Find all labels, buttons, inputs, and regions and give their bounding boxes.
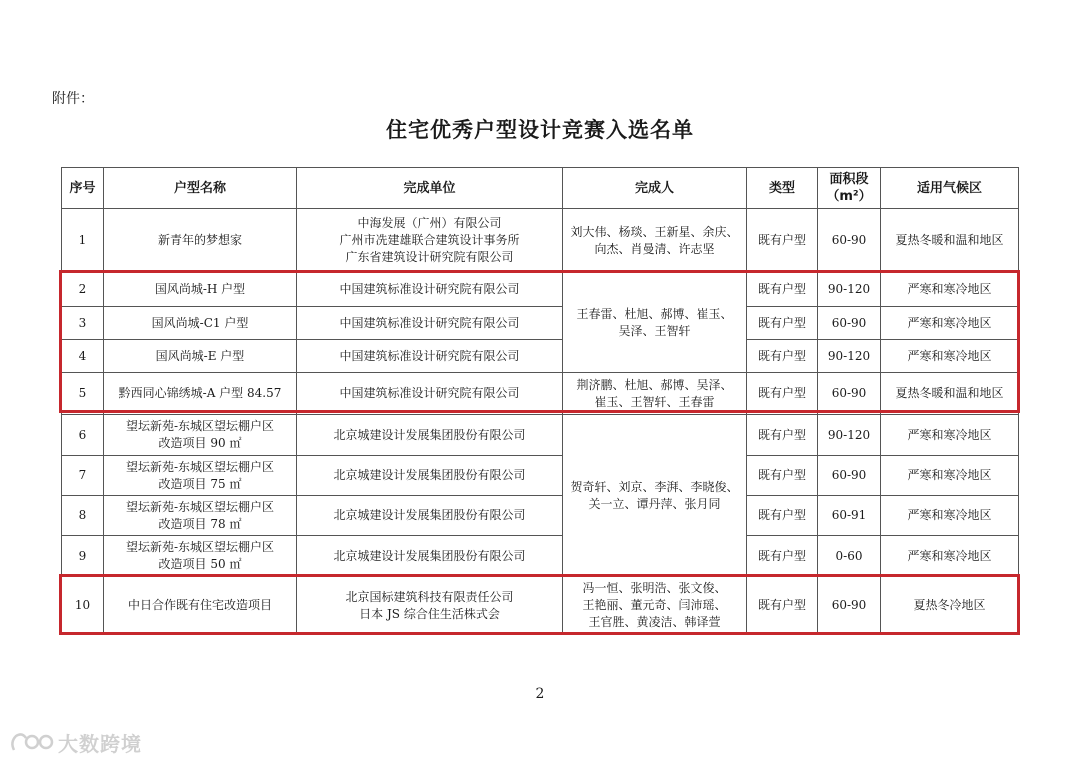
cell-name: 望坛新苑-东城区望坛棚户区 改造项目 50 ㎡ — [104, 536, 297, 577]
cell-type: 既有户型 — [747, 307, 818, 340]
cell-seq: 4 — [62, 340, 104, 373]
cell-climate: 严寒和寒冷地区 — [881, 456, 1019, 496]
table-row — [62, 536, 1019, 577]
award-list-table — [61, 167, 1019, 635]
cell-area: 60-90 — [818, 209, 881, 273]
table-row — [62, 415, 1019, 456]
cell-type: 既有户型 — [747, 577, 818, 635]
cell-climate: 严寒和寒冷地区 — [881, 496, 1019, 536]
cell-climate: 严寒和寒冷地区 — [881, 340, 1019, 373]
cell-people: 荆济鹏、杜旭、郝博、吴泽、 崔玉、王智轩、王春雷 — [563, 373, 747, 415]
header-climate: 适用气候区 — [881, 168, 1019, 209]
attachment-label: 附件： — [52, 91, 94, 107]
cell-area: 90-120 — [818, 340, 881, 373]
cell-unit: 中海发展（广州）有限公司 广州市冼建雄联合建筑设计事务所 广东省建筑设计研究院有限公司 — [297, 209, 563, 273]
cell-type: 既有户型 — [747, 209, 818, 273]
cell-type: 既有户型 — [747, 456, 818, 496]
cell-name: 国风尚城-H 户型 — [104, 273, 297, 307]
cell-unit: 北京城建设计发展集团股份有限公司 — [297, 456, 563, 496]
cell-seq: 10 — [62, 577, 104, 635]
page-title: 住宅优秀户型设计竞赛入选名单 — [386, 118, 694, 142]
cell-unit: 中国建筑标准设计研究院有限公司 — [297, 307, 563, 340]
cell-area: 0-60 — [818, 536, 881, 577]
cell-area: 90-120 — [818, 273, 881, 307]
cell-unit: 中国建筑标准设计研究院有限公司 — [297, 373, 563, 415]
cell-type: 既有户型 — [747, 373, 818, 415]
table-row — [62, 577, 1019, 635]
cell-seq: 7 — [62, 456, 104, 496]
cell-climate: 严寒和寒冷地区 — [881, 273, 1019, 307]
header-people: 完成人 — [563, 168, 747, 209]
table-row — [62, 273, 1019, 307]
cell-unit: 中国建筑标准设计研究院有限公司 — [297, 273, 563, 307]
cell-seq: 9 — [62, 536, 104, 577]
header-name: 户型名称 — [104, 168, 297, 209]
cell-name: 国风尚城-C1 户型 — [104, 307, 297, 340]
watermark — [8, 728, 142, 757]
table-row — [62, 209, 1019, 273]
cell-name: 望坛新苑-东城区望坛棚户区 改造项目 78 ㎡ — [104, 496, 297, 536]
watermark-text: 大数跨境 — [58, 732, 142, 756]
cell-climate: 严寒和寒冷地区 — [881, 536, 1019, 577]
cell-unit: 北京城建设计发展集团股份有限公司 — [297, 536, 563, 577]
cell-climate: 严寒和寒冷地区 — [881, 415, 1019, 456]
table-row — [62, 307, 1019, 340]
cell-area: 60-91 — [818, 496, 881, 536]
cell-people: 冯一恒、张明浩、张文俊、 王艳丽、董元奇、闫沛瑶、 王官胜、黄凌洁、韩译萱 — [563, 577, 747, 635]
watermark-logo-icon — [8, 730, 54, 756]
cell-name: 中日合作既有住宅改造项目 — [104, 577, 297, 635]
cell-unit: 北京城建设计发展集团股份有限公司 — [297, 415, 563, 456]
cell-area: 60-90 — [818, 307, 881, 340]
cell-climate: 夏热冬暖和温和地区 — [881, 373, 1019, 415]
table-row — [62, 373, 1019, 415]
cell-type: 既有户型 — [747, 415, 818, 456]
cell-name: 黔西同心锦绣城-A 户型 84.57 — [104, 373, 297, 415]
cell-area: 60-90 — [818, 456, 881, 496]
cell-seq: 3 — [62, 307, 104, 340]
header-unit: 完成单位 — [297, 168, 563, 209]
table-header-row — [62, 168, 1019, 209]
page-number: 2 — [535, 686, 545, 702]
header-seq: 序号 — [62, 168, 104, 209]
cell-seq: 1 — [62, 209, 104, 273]
cell-type: 既有户型 — [747, 340, 818, 373]
header-type: 类型 — [747, 168, 818, 209]
cell-name: 国风尚城-E 户型 — [104, 340, 297, 373]
header-area-line2: （m²） — [826, 189, 872, 204]
cell-name: 新青年的梦想家 — [104, 209, 297, 273]
cell-area: 90-120 — [818, 415, 881, 456]
cell-unit: 北京国标建筑科技有限责任公司 日本 JS 综合住生活株式会 — [297, 577, 563, 635]
cell-area: 60-90 — [818, 373, 881, 415]
cell-people: 刘大伟、杨琰、王新星、余庆、 向杰、肖曼清、许志坚 — [563, 209, 747, 273]
cell-seq: 8 — [62, 496, 104, 536]
cell-climate: 夏热冬暖和温和地区 — [881, 209, 1019, 273]
cell-seq: 5 — [62, 373, 104, 415]
cell-seq: 6 — [62, 415, 104, 456]
header-area-line1: 面积段 — [829, 172, 869, 187]
cell-type: 既有户型 — [747, 273, 818, 307]
cell-unit: 中国建筑标准设计研究院有限公司 — [297, 340, 563, 373]
cell-people-group: 王春雷、杜旭、郝博、崔玉、 吴泽、王智轩 — [563, 273, 747, 373]
table-row — [62, 340, 1019, 373]
cell-seq: 2 — [62, 273, 104, 307]
table-row — [62, 496, 1019, 536]
cell-area: 60-90 — [818, 577, 881, 635]
header-area — [818, 168, 881, 209]
cell-name: 望坛新苑-东城区望坛棚户区 改造项目 90 ㎡ — [104, 415, 297, 456]
cell-climate: 严寒和寒冷地区 — [881, 307, 1019, 340]
cell-type: 既有户型 — [747, 496, 818, 536]
cell-name: 望坛新苑-东城区望坛棚户区 改造项目 75 ㎡ — [104, 456, 297, 496]
cell-people-group: 贺奇轩、刘京、李湃、李晓俊、 关一立、谭丹萍、张月同 — [563, 415, 747, 577]
cell-type: 既有户型 — [747, 536, 818, 577]
cell-unit: 北京城建设计发展集团股份有限公司 — [297, 496, 563, 536]
cell-climate: 夏热冬冷地区 — [881, 577, 1019, 635]
table-row — [62, 456, 1019, 496]
